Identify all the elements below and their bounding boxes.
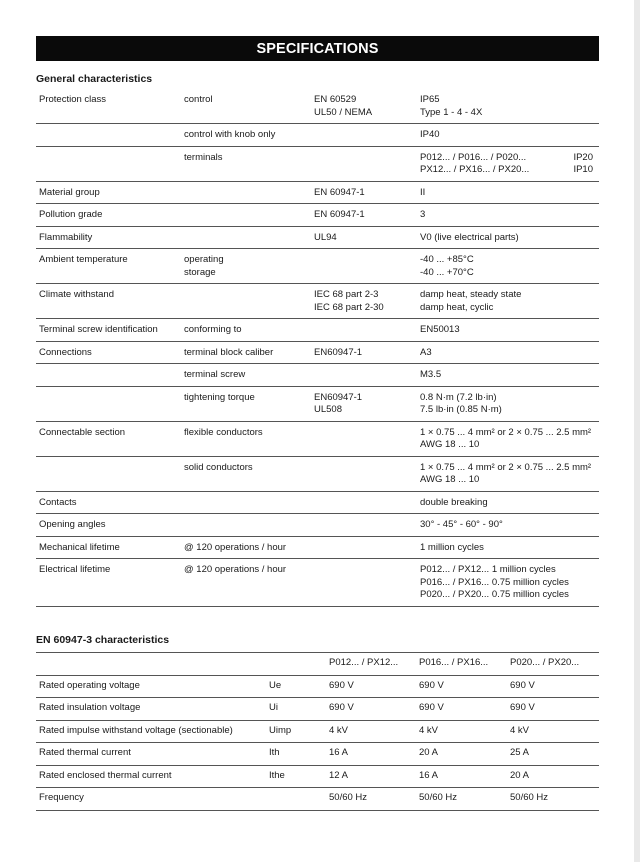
- table-row: [36, 124, 599, 147]
- row-value-line: -40 ... +85°C: [420, 254, 474, 265]
- row-label: Connections: [36, 341, 181, 364]
- row-symbol: Uimp: [266, 720, 326, 743]
- row-value-line: AWG 18 ... 10: [420, 474, 480, 485]
- row-standard: [311, 364, 417, 387]
- row-label: Climate withstand: [36, 284, 181, 319]
- row-value: [417, 536, 599, 559]
- row-condition-line: control with knob only: [184, 129, 276, 140]
- row-label: Terminal screw identification: [36, 319, 181, 342]
- row-condition: [181, 226, 311, 249]
- column-header: P012... / PX12...: [326, 653, 416, 676]
- table-row: [36, 675, 599, 698]
- row-standard-line: EN 60529: [314, 94, 357, 105]
- table-row: [36, 181, 599, 204]
- row-value-line: 7.5 lb·in (0.85 N·m): [420, 404, 502, 415]
- table-row: [36, 456, 599, 491]
- row-blank: [595, 743, 599, 766]
- row-condition: [181, 181, 311, 204]
- row-condition-line: terminal block caliber: [184, 346, 274, 358]
- row-condition: [181, 559, 311, 607]
- row-condition: [181, 514, 311, 537]
- row-standard-lines: [314, 392, 417, 417]
- row-standard-line: EN60947-1: [314, 391, 363, 403]
- row-label: Ambient temperature: [36, 249, 181, 284]
- table-row: [36, 364, 599, 387]
- row-value-lines: [420, 497, 599, 510]
- row-value-line: 1 × 0.75 ... 4 mm² or 2 × 0.75 ... 2.5 mm²: [420, 426, 592, 438]
- row-standard-line: EN 60947-1: [314, 209, 365, 220]
- row-value: [417, 89, 599, 124]
- table-row: [36, 698, 599, 721]
- row-blank: [595, 720, 599, 743]
- row-value: [417, 456, 599, 491]
- row-standard-lines: [314, 187, 417, 200]
- row-value: [417, 386, 599, 421]
- row-standard: [311, 421, 417, 456]
- row-value-line: V0 (live electrical parts): [420, 231, 519, 243]
- row-condition: [181, 124, 311, 147]
- row-condition-lines: [184, 94, 311, 107]
- row-value-line: damp heat, cyclic: [420, 301, 494, 313]
- row-label: Rated operating voltage: [36, 675, 266, 698]
- row-label: Protection class: [36, 89, 181, 124]
- row-standard-line: EN60947-1: [314, 346, 363, 358]
- row-condition: [181, 536, 311, 559]
- row-standard-lines: [314, 232, 417, 245]
- row-value-line: P020... / PX20... 0.75 million cycles: [420, 589, 569, 600]
- row-label: Rated enclosed thermal current: [36, 765, 266, 788]
- page-edge: [634, 0, 640, 862]
- row-condition-line: @ 120 operations / hour: [184, 541, 287, 553]
- row-value-lines: [420, 94, 599, 119]
- row-standard-line: EN 60947-1: [314, 186, 365, 198]
- row-value-lines: [420, 462, 599, 487]
- row-standard-lines: [314, 289, 417, 314]
- row-standard: [311, 284, 417, 319]
- row-label: Contacts: [36, 491, 181, 514]
- row-condition: [181, 421, 311, 456]
- row-value-lines: [420, 369, 599, 382]
- row-blank: [595, 698, 599, 721]
- row-condition-lines: [184, 152, 311, 165]
- row-value-lines: [420, 324, 599, 337]
- row-value-line: AWG 18 ... 10: [420, 439, 480, 450]
- row-standard-line: UL94: [314, 231, 337, 243]
- row-standard: [311, 89, 417, 124]
- row-standard: [311, 386, 417, 421]
- row-value-line: 1 million cycles: [420, 541, 484, 553]
- row-value-lines: [420, 254, 599, 279]
- table-row: [36, 204, 599, 227]
- value-extra-line: IP20: [573, 151, 593, 163]
- row-label: Rated insulation voltage: [36, 698, 266, 721]
- row-condition: [181, 386, 311, 421]
- value-extra: [573, 152, 593, 177]
- row-condition-lines: [184, 392, 311, 405]
- row-value: 690 V: [507, 698, 595, 721]
- row-value-line: 30° - 45° - 60° - 90°: [420, 519, 503, 530]
- row-value: 4 kV: [416, 720, 507, 743]
- row-condition-line: terminals: [184, 151, 223, 163]
- row-value: 20 A: [507, 765, 595, 788]
- row-label: Rated thermal current: [36, 743, 266, 766]
- row-condition: [181, 89, 311, 124]
- row-standard: [311, 559, 417, 607]
- row-condition-line: @ 120 operations / hour: [184, 564, 287, 575]
- row-label: Connectable section: [36, 421, 181, 456]
- row-value-line: IP40: [420, 129, 440, 140]
- en60947-heading: EN 60947-3 characteristics: [36, 634, 170, 646]
- row-standard: [311, 456, 417, 491]
- row-condition-lines: [184, 129, 311, 142]
- row-value-lines: [420, 519, 599, 532]
- table-header-row: [36, 653, 599, 676]
- row-standard: [311, 249, 417, 284]
- row-value-line: 0.8 N·m (7.2 lb·in): [420, 391, 497, 403]
- row-value: [417, 181, 599, 204]
- row-condition-line: control: [184, 94, 213, 105]
- row-condition-line: operating: [184, 254, 224, 265]
- table-row: [36, 788, 599, 811]
- row-value-lines: [420, 152, 599, 177]
- row-value: 690 V: [326, 698, 416, 721]
- column-header: P016... / PX16...: [416, 653, 507, 676]
- row-value-line: damp heat, steady state: [420, 289, 522, 300]
- row-condition: [181, 491, 311, 514]
- row-value: 20 A: [416, 743, 507, 766]
- row-value: 16 A: [416, 765, 507, 788]
- row-value-line: Type 1 - 4 - 4X: [420, 106, 483, 118]
- table-row: [36, 720, 599, 743]
- row-value-line: EN50013: [420, 324, 460, 335]
- table-row: [36, 514, 599, 537]
- value-extra-line: IP10: [573, 164, 593, 175]
- row-condition-lines: [184, 427, 311, 440]
- row-value-lines: [420, 564, 599, 602]
- row-condition: [181, 249, 311, 284]
- row-symbol: Ue: [266, 675, 326, 698]
- row-value-lines: [420, 542, 599, 555]
- row-condition-lines: [184, 254, 311, 279]
- row-value: [417, 319, 599, 342]
- row-value: [417, 249, 599, 284]
- row-standard-lines: [314, 209, 417, 222]
- row-condition: [181, 204, 311, 227]
- row-value: [417, 559, 599, 607]
- row-condition: [181, 146, 311, 181]
- row-condition-line: storage: [184, 266, 216, 278]
- row-value-line: PX12... / PX16... / PX20...: [420, 164, 530, 175]
- row-value-line: A3: [420, 346, 432, 358]
- row-blank: [595, 788, 599, 811]
- row-standard-line: IEC 68 part 2-3: [314, 289, 379, 300]
- row-value: 50/60 Hz: [416, 788, 507, 811]
- en60947-table: [36, 652, 599, 811]
- header-blank: [266, 653, 326, 676]
- row-value: 16 A: [326, 743, 416, 766]
- row-standard: [311, 181, 417, 204]
- row-value-line: 3: [420, 209, 426, 220]
- row-condition-line: terminal screw: [184, 369, 246, 380]
- column-header: P020... / PX20...: [507, 653, 595, 676]
- table-row: [36, 536, 599, 559]
- general-characteristics-heading: General characteristics: [36, 73, 153, 85]
- row-condition: [181, 319, 311, 342]
- table-row: [36, 743, 599, 766]
- table-row: [36, 386, 599, 421]
- row-condition-line: flexible conductors: [184, 426, 263, 438]
- general-characteristics-table: [36, 89, 599, 607]
- row-value: [417, 341, 599, 364]
- row-label: Pollution grade: [36, 204, 181, 227]
- row-value: 4 kV: [507, 720, 595, 743]
- row-label: [36, 364, 181, 387]
- row-value-line: double breaking: [420, 496, 488, 508]
- table-row: [36, 284, 599, 319]
- row-value: [417, 491, 599, 514]
- row-label: [36, 124, 181, 147]
- row-value: 690 V: [416, 698, 507, 721]
- row-value: 50/60 Hz: [507, 788, 595, 811]
- row-standard-lines: [314, 94, 417, 119]
- row-condition: [181, 364, 311, 387]
- row-value: 690 V: [507, 675, 595, 698]
- row-value: 12 A: [326, 765, 416, 788]
- row-standard: [311, 124, 417, 147]
- row-value-line: II: [420, 186, 426, 198]
- row-standard: [311, 514, 417, 537]
- row-standard: [311, 226, 417, 249]
- table-row: [36, 421, 599, 456]
- row-label: Electrical lifetime: [36, 559, 181, 607]
- row-condition: [181, 456, 311, 491]
- row-standard-lines: [314, 347, 417, 360]
- row-condition-line: solid conductors: [184, 461, 253, 473]
- row-value-line: P012... / PX12... 1 million cycles: [420, 564, 556, 575]
- row-condition-lines: [184, 369, 311, 382]
- row-label: Frequency: [36, 788, 266, 811]
- table-row: [36, 146, 599, 181]
- row-value: [417, 146, 599, 181]
- row-value: [417, 284, 599, 319]
- row-condition: [181, 284, 311, 319]
- row-value: 690 V: [326, 675, 416, 698]
- row-standard-line: UL508: [314, 404, 342, 415]
- row-value-lines: [420, 209, 599, 222]
- row-label: [36, 146, 181, 181]
- row-symbol: [266, 788, 326, 811]
- row-label: Flammability: [36, 226, 181, 249]
- row-value-lines: [420, 129, 599, 142]
- header-blank: [595, 653, 599, 676]
- row-standard: [311, 536, 417, 559]
- row-value: 690 V: [416, 675, 507, 698]
- table-row: [36, 341, 599, 364]
- table-row: [36, 89, 599, 124]
- table-row: [36, 491, 599, 514]
- row-standard-line: IEC 68 part 2-30: [314, 301, 384, 313]
- row-label: [36, 456, 181, 491]
- row-condition-lines: [184, 324, 311, 337]
- row-standard: [311, 204, 417, 227]
- row-value-line: M3.5: [420, 369, 442, 380]
- table-row: [36, 249, 599, 284]
- row-label: Material group: [36, 181, 181, 204]
- row-condition-lines: [184, 542, 311, 555]
- table-row: [36, 559, 599, 607]
- row-standard: [311, 491, 417, 514]
- table-row: [36, 319, 599, 342]
- row-condition-lines: [184, 564, 311, 577]
- row-value: [417, 124, 599, 147]
- row-value-line: P012... / P016... / P020...: [420, 151, 527, 163]
- row-value: [417, 204, 599, 227]
- row-value-line: -40 ... +70°C: [420, 266, 474, 278]
- row-blank: [595, 765, 599, 788]
- row-value: 25 A: [507, 743, 595, 766]
- row-value: [417, 421, 599, 456]
- page-title: SPECIFICATIONS: [36, 36, 599, 61]
- table-row: [36, 226, 599, 249]
- row-label: Mechanical lifetime: [36, 536, 181, 559]
- row-value-lines: [420, 427, 599, 452]
- row-value: [417, 364, 599, 387]
- row-value-line: 1 × 0.75 ... 4 mm² or 2 × 0.75 ... 2.5 mm²: [420, 461, 592, 473]
- row-value-lines: [420, 232, 599, 245]
- row-symbol: Ui: [266, 698, 326, 721]
- row-standard: [311, 319, 417, 342]
- row-value-lines: [420, 347, 599, 360]
- row-condition-line: tightening torque: [184, 391, 255, 403]
- row-label: [36, 386, 181, 421]
- row-label: Rated impulse withstand voltage (sectionable): [36, 720, 266, 743]
- row-value-line: IP65: [420, 94, 440, 105]
- table-row: [36, 765, 599, 788]
- row-value-line: P016... / PX16... 0.75 million cycles: [420, 576, 569, 588]
- row-condition-lines: [184, 347, 311, 360]
- row-blank: [595, 675, 599, 698]
- row-symbol: Ithe: [266, 765, 326, 788]
- row-value-lines: [420, 392, 599, 417]
- row-standard: [311, 341, 417, 364]
- row-value-lines: [420, 289, 599, 314]
- row-standard: [311, 146, 417, 181]
- row-value: 4 kV: [326, 720, 416, 743]
- row-condition-lines: [184, 462, 311, 475]
- row-condition-line: conforming to: [184, 324, 242, 335]
- row-label: Opening angles: [36, 514, 181, 537]
- row-value: [417, 226, 599, 249]
- row-value: 50/60 Hz: [326, 788, 416, 811]
- row-standard-line: UL50 / NEMA: [314, 106, 373, 118]
- row-value-lines: [420, 187, 599, 200]
- row-value: [417, 514, 599, 537]
- row-symbol: Ith: [266, 743, 326, 766]
- header-blank: [36, 653, 266, 676]
- row-condition: [181, 341, 311, 364]
